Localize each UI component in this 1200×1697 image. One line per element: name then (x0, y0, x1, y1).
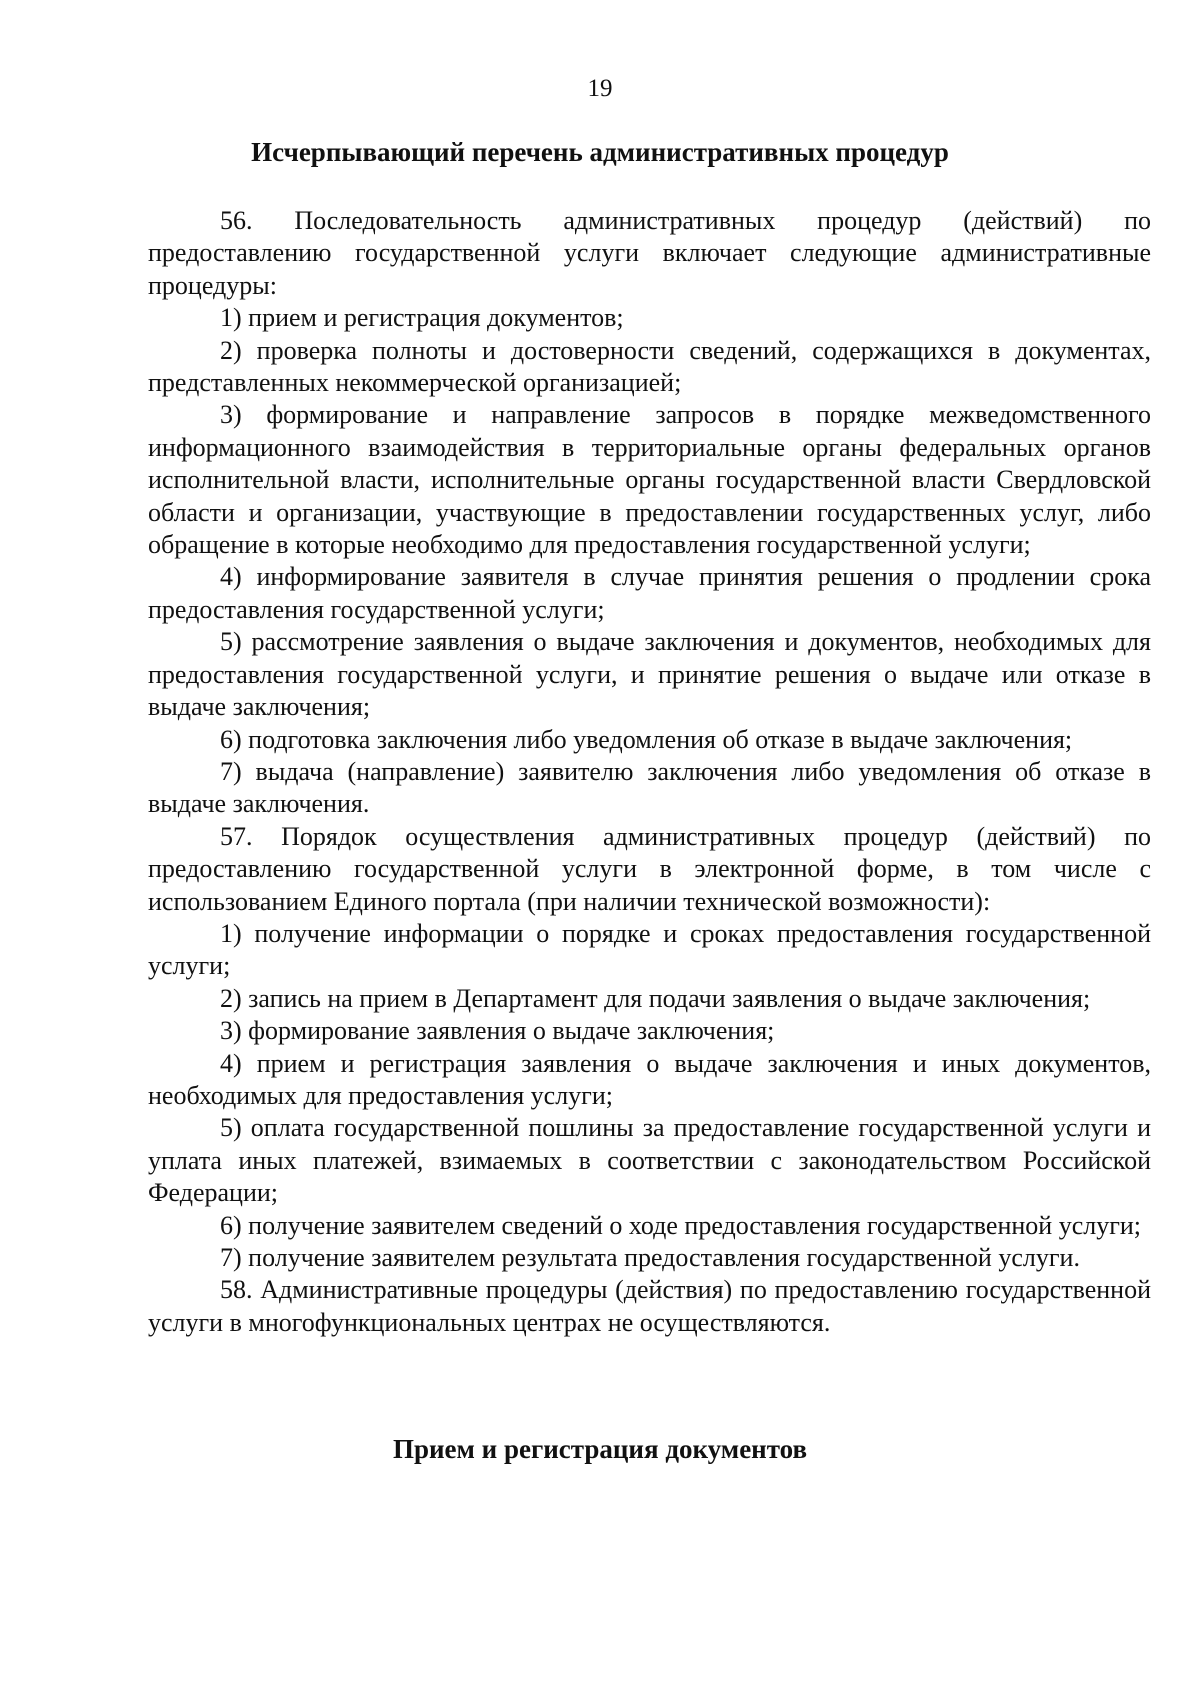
page-number: 19 (587, 75, 613, 102)
list-item-57-4: 4) прием и регистрация заявления о выдаче заключения и иных документов, необходимых для предоставления услуги; (148, 1048, 1151, 1110)
list-item-56-6: 6) подготовка заключения либо уведомления об отказе в выдаче заключения; (220, 724, 1073, 754)
list-item-56-4: 4) информирование заявителя в случае принятия решения о продлении срока предоставления государственной услуги; (148, 562, 1151, 624)
paragraph-57: 57. Порядок осуществления административных процедур (действий) по предоставлению государственной услуги в электронной форме, в том числе с использованием Единого портала (при наличии технической возможности): (148, 821, 1151, 916)
paragraph-56: 56. Последовательность административных процедур (действий) по предоставлению государственной услуги включает следующие административные процедуры: (148, 206, 1151, 300)
list-item-57-1: 1) получение информации о порядке и сроках предоставления государственной услуги; (148, 918, 1151, 981)
body-text (148, 205, 1151, 1339)
list-item-56-7: 7) выдача (направление) заявителю заключения либо уведомления об отказе в выдаче заключения. (148, 756, 1151, 819)
list-item-56-3: 3) формирование и направление запросов в порядке межведомственного информационного взаимодействия в территориальные органы федеральных органов исполнительной власти, исполнительные органы государственной власти Свердловской области и организации, участвующие в предоставлении государственных услуг, либо обращение в которые необходимо для предоставления государственной услуги; (148, 400, 1151, 560)
list-item-57-5: 5) оплата государственной пошлины за предоставление государственной услуги и уплата иных платежей, взимаемых в соответствии с законодательством Российской Федерации; (148, 1113, 1151, 1208)
paragraph-58: 58. Административные процедуры (действия) по предоставлению государственной услуги в многофункциональных центрах не осуществляются. (148, 1275, 1151, 1337)
section-heading-procedures: Исчерпывающий перечень административных процедур (251, 137, 949, 167)
list-item-57-2: 2) запись на прием в Департамент для подачи заявления о выдаче заключения; (220, 983, 1091, 1013)
list-item-56-5: 5) рассмотрение заявления о выдаче заключения и документов, необходимых для предоставления государственной услуги, и принятие решения о выдаче или отказе в выдаче заключения; (148, 627, 1151, 722)
list-item-57-6: 6) получение заявителем сведений о ходе предоставления государственной услуги; (220, 1210, 1142, 1240)
section-heading-reception: Прием и регистрация документов (392, 1434, 808, 1464)
list-item-57-7: 7) получение заявителем результата предоставления государственной услуги. (220, 1243, 1080, 1272)
list-item-57-3: 3) формирование заявления о выдаче заключения; (220, 1016, 775, 1046)
list-item-56-2: 2) проверка полноты и достоверности сведений, содержащихся в документах, представленных некоммерческой организацией; (148, 335, 1151, 398)
list-item-56-1: 1) прием и регистрация документов; (220, 303, 624, 333)
